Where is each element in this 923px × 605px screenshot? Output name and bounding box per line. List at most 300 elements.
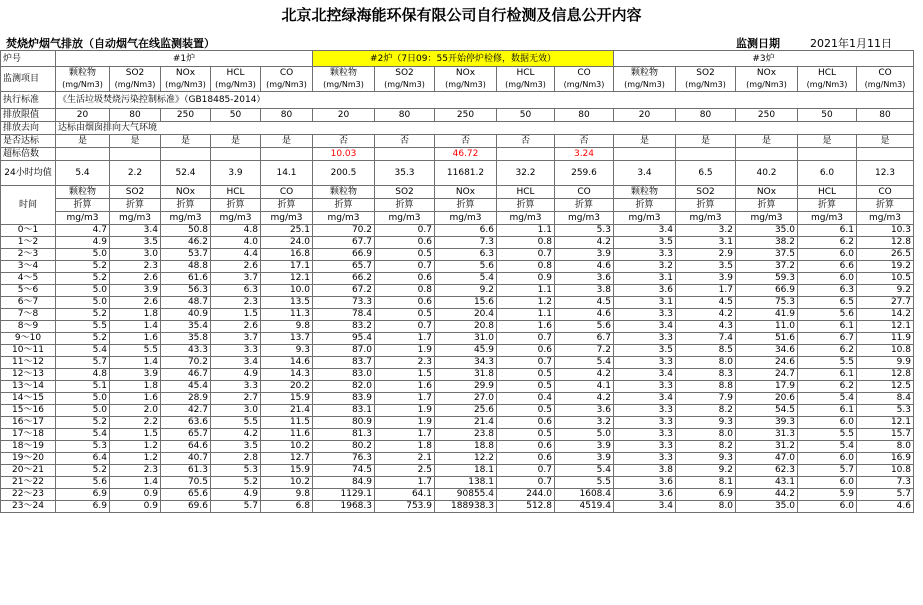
value-cell: 15.6	[435, 297, 497, 309]
pollutant-header	[211, 67, 261, 92]
value-cell: 244.0	[497, 489, 555, 501]
value-cell: 3.0	[110, 249, 161, 261]
value-cell: 0.8	[497, 237, 555, 249]
value-cell: 87.0	[313, 345, 375, 357]
value-cell: 35.8	[161, 333, 211, 345]
compliance-value: 否	[313, 135, 375, 148]
items-label: 监测项目	[1, 67, 56, 92]
pollutant-header	[857, 67, 914, 92]
value-cell: 1.9	[375, 405, 435, 417]
value-cell: 61.3	[161, 465, 211, 477]
compliance-value: 是	[261, 135, 313, 148]
time-cell: 7～8	[1, 309, 56, 321]
value-cell: 24.7	[736, 369, 798, 381]
value-cell: 31.3	[736, 429, 798, 441]
value-cell: 83.0	[313, 369, 375, 381]
value-cell: 3.1	[614, 297, 676, 309]
value-cell: 0.6	[375, 273, 435, 285]
time-cell: 2～3	[1, 249, 56, 261]
value-cell: 64.1	[375, 489, 435, 501]
value-cell: 6.1	[798, 225, 857, 237]
value-cell: 1.4	[110, 357, 161, 369]
value-cell: 59.3	[736, 273, 798, 285]
pollutant-header	[261, 67, 313, 92]
pollutant-header	[161, 67, 211, 92]
table-row	[1, 441, 914, 453]
calc-label: 折算	[555, 199, 614, 212]
value-cell: 14.3	[261, 369, 313, 381]
value-cell: 1.6	[497, 321, 555, 333]
furnace-label: 炉号	[1, 51, 56, 67]
avg24-value: 5.4	[56, 161, 110, 186]
value-cell: 512.8	[497, 501, 555, 513]
table-row	[1, 501, 914, 513]
value-cell: 11.0	[736, 321, 798, 333]
value-cell: 66.9	[736, 285, 798, 297]
time-cell: 1～2	[1, 237, 56, 249]
value-cell: 0.7	[497, 465, 555, 477]
exceed-value	[161, 148, 211, 161]
time-cell: 0～1	[1, 225, 56, 237]
table-row	[1, 321, 914, 333]
value-cell: 10.2	[261, 477, 313, 489]
value-cell: 14.6	[261, 357, 313, 369]
value-cell: 8.2	[676, 441, 736, 453]
value-cell: 3.3	[614, 333, 676, 345]
avg24-value: 259.6	[555, 161, 614, 186]
value-cell: 8.5	[676, 345, 736, 357]
hourly-pollutant: NOx	[435, 186, 497, 199]
table-row	[1, 309, 914, 321]
time-cell: 15～16	[1, 405, 56, 417]
pollutant-header	[614, 67, 676, 92]
limit-value: 80	[375, 109, 435, 122]
value-cell: 2.3	[211, 297, 261, 309]
value-cell: 1.7	[676, 285, 736, 297]
value-cell: 5.7	[211, 501, 261, 513]
table-row	[1, 405, 914, 417]
value-cell: 5.0	[56, 297, 110, 309]
value-cell: 76.3	[313, 453, 375, 465]
hourly-calc-row	[1, 199, 914, 212]
value-cell: 7.9	[676, 393, 736, 405]
exceed-value: 3.24	[555, 148, 614, 161]
compliance-value: 是	[110, 135, 161, 148]
value-cell: 1.2	[110, 453, 161, 465]
value-cell: 11.5	[261, 417, 313, 429]
value-cell: 1.8	[375, 441, 435, 453]
table-row	[1, 489, 914, 501]
value-cell: 4.9	[211, 369, 261, 381]
hourly-unit: mg/m3	[497, 212, 555, 225]
value-cell: 11.3	[261, 309, 313, 321]
value-cell: 6.6	[435, 225, 497, 237]
value-cell: 83.9	[313, 393, 375, 405]
value-cell: 3.5	[614, 237, 676, 249]
value-cell: 83.1	[313, 405, 375, 417]
destination-label: 排放去向	[1, 122, 56, 135]
value-cell: 138.1	[435, 477, 497, 489]
value-cell: 4.9	[56, 237, 110, 249]
value-cell: 17.9	[736, 381, 798, 393]
value-cell: 6.1	[798, 405, 857, 417]
time-cell: 5～6	[1, 285, 56, 297]
value-cell: 4.7	[56, 225, 110, 237]
value-cell: 50.8	[161, 225, 211, 237]
hourly-unit: mg/m3	[555, 212, 614, 225]
value-cell: 1.6	[375, 381, 435, 393]
value-cell: 4.6	[857, 501, 914, 513]
value-cell: 2.8	[211, 453, 261, 465]
value-cell: 6.2	[798, 237, 857, 249]
value-cell: 5.6	[798, 309, 857, 321]
value-cell: 10.3	[857, 225, 914, 237]
pollutant-unit: (mg/Nm3)	[624, 80, 665, 89]
value-cell: 3.6	[555, 273, 614, 285]
value-cell: 8.4	[857, 393, 914, 405]
value-cell: 0.6	[375, 237, 435, 249]
pollutant-unit: (mg/Nm3)	[563, 80, 605, 89]
pollutant-header	[110, 67, 161, 92]
value-cell: 10.8	[857, 345, 914, 357]
value-cell: 3.4	[614, 393, 676, 405]
value-cell: 4.0	[211, 237, 261, 249]
value-cell: 3.0	[211, 405, 261, 417]
value-cell: 78.4	[313, 309, 375, 321]
value-cell: 38.2	[736, 237, 798, 249]
value-cell: 0.7	[497, 357, 555, 369]
value-cell: 6.6	[798, 261, 857, 273]
value-cell: 5.9	[798, 489, 857, 501]
value-cell: 80.2	[313, 441, 375, 453]
time-cell: 13～14	[1, 381, 56, 393]
value-cell: 20.8	[435, 321, 497, 333]
value-cell: 0.9	[110, 501, 161, 513]
value-cell: 42.7	[161, 405, 211, 417]
value-cell: 25.1	[261, 225, 313, 237]
value-cell: 18.8	[435, 441, 497, 453]
items-row	[1, 67, 914, 92]
value-cell: 0.9	[497, 273, 555, 285]
value-cell: 6.0	[798, 501, 857, 513]
value-cell: 5.3	[857, 405, 914, 417]
value-cell: 20.2	[261, 381, 313, 393]
value-cell: 13.7	[261, 333, 313, 345]
table-row	[1, 477, 914, 489]
value-cell: 61.6	[161, 273, 211, 285]
value-cell: 63.6	[161, 417, 211, 429]
date-value: 2021年1月11日	[810, 37, 892, 50]
calc-label: 折算	[676, 199, 736, 212]
value-cell: 83.7	[313, 357, 375, 369]
value-cell: 12.1	[857, 321, 914, 333]
value-cell: 6.3	[435, 249, 497, 261]
value-cell: 74.5	[313, 465, 375, 477]
compliance-value: 否	[497, 135, 555, 148]
exceed-value: 10.03	[313, 148, 375, 161]
value-cell: 3.4	[211, 357, 261, 369]
value-cell: 10.2	[261, 441, 313, 453]
pollutant-name: 颗粒物	[630, 68, 658, 78]
pollutant-unit: (mg/Nm3)	[266, 80, 307, 89]
value-cell: 753.9	[375, 501, 435, 513]
page-title: 北京北控绿海能环保有限公司自行检测及信息公开内容	[281, 6, 642, 24]
value-cell: 3.9	[555, 453, 614, 465]
limit-value: 50	[798, 109, 857, 122]
value-cell: 5.2	[56, 309, 110, 321]
value-cell: 67.2	[313, 285, 375, 297]
value-cell: 2.3	[110, 465, 161, 477]
value-cell: 5.5	[798, 429, 857, 441]
value-cell: 26.5	[857, 249, 914, 261]
value-cell: 40.9	[161, 309, 211, 321]
table-row	[1, 261, 914, 273]
value-cell: 62.3	[736, 465, 798, 477]
value-cell: 3.3	[614, 309, 676, 321]
pollutant-name: NOx	[756, 68, 777, 78]
value-cell: 6.7	[555, 333, 614, 345]
exceed-value	[375, 148, 435, 161]
value-cell: 65.6	[161, 489, 211, 501]
value-cell: 6.2	[798, 345, 857, 357]
value-cell: 65.7	[313, 261, 375, 273]
value-cell: 0.7	[497, 477, 555, 489]
value-cell: 1.1	[497, 309, 555, 321]
avg24-value: 52.4	[161, 161, 211, 186]
value-cell: 3.2	[614, 261, 676, 273]
hourly-pollutant: 颗粒物	[614, 186, 676, 199]
value-cell: 2.6	[211, 321, 261, 333]
limit-value: 20	[313, 109, 375, 122]
value-cell: 3.6	[614, 489, 676, 501]
table-row	[1, 393, 914, 405]
value-cell: 56.3	[161, 285, 211, 297]
value-cell: 12.1	[261, 273, 313, 285]
limit-row	[1, 109, 914, 122]
value-cell: 6.0	[798, 273, 857, 285]
value-cell: 1.1	[497, 285, 555, 297]
value-cell: 80.9	[313, 417, 375, 429]
hourly-unit: mg/m3	[676, 212, 736, 225]
limit-value: 50	[497, 109, 555, 122]
value-cell: 48.8	[161, 261, 211, 273]
table-row	[1, 273, 914, 285]
table-row	[1, 369, 914, 381]
value-cell: 6.7	[798, 333, 857, 345]
limit-value: 80	[555, 109, 614, 122]
value-cell: 5.4	[798, 393, 857, 405]
avg24-value: 200.5	[313, 161, 375, 186]
value-cell: 11.6	[261, 429, 313, 441]
pollutant-unit: (mg/Nm3)	[864, 80, 906, 89]
value-cell: 8.0	[676, 501, 736, 513]
table-row	[1, 357, 914, 369]
destination-text: 达标由烟囱排向大气环境	[56, 122, 914, 135]
avg24-value: 12.3	[857, 161, 914, 186]
value-cell: 5.5	[110, 345, 161, 357]
table-row	[1, 333, 914, 345]
value-cell: 5.7	[857, 489, 914, 501]
hourly-pollutant: SO2	[676, 186, 736, 199]
value-cell: 95.4	[313, 333, 375, 345]
value-cell: 3.4	[614, 501, 676, 513]
value-cell: 7.3	[435, 237, 497, 249]
value-cell: 5.7	[798, 465, 857, 477]
pollutant-name: SO2	[125, 68, 145, 78]
pollutant-unit: (mg/Nm3)	[165, 80, 206, 89]
value-cell: 1.1	[497, 225, 555, 237]
value-cell: 90855.4	[435, 489, 497, 501]
limit-value: 250	[736, 109, 798, 122]
limit-value: 80	[676, 109, 736, 122]
hourly-unit-row	[1, 212, 914, 225]
calc-label: 折算	[211, 199, 261, 212]
value-cell: 4.9	[211, 489, 261, 501]
hourly-pollutant: SO2	[375, 186, 435, 199]
value-cell: 3.5	[676, 261, 736, 273]
value-cell: 4.6	[555, 309, 614, 321]
value-cell: 8.0	[676, 357, 736, 369]
value-cell: 35.0	[736, 225, 798, 237]
value-cell: 3.4	[614, 225, 676, 237]
hourly-pollutant: CO	[555, 186, 614, 199]
value-cell: 4.8	[211, 225, 261, 237]
limit-value: 20	[56, 109, 110, 122]
avg24-value: 14.1	[261, 161, 313, 186]
value-cell: 3.6	[614, 285, 676, 297]
exceed-value	[857, 148, 914, 161]
value-cell: 188938.3	[435, 501, 497, 513]
value-cell: 16.9	[857, 453, 914, 465]
value-cell: 0.7	[497, 333, 555, 345]
hourly-pollutant: HCL	[798, 186, 857, 199]
hourly-pollutant: HCL	[497, 186, 555, 199]
value-cell: 18.1	[435, 465, 497, 477]
value-cell: 9.2	[435, 285, 497, 297]
furnace-header: #1炉	[56, 51, 313, 67]
calc-label: 折算	[110, 199, 161, 212]
avg24-value: 6.5	[676, 161, 736, 186]
value-cell: 1.5	[110, 429, 161, 441]
value-cell: 5.6	[555, 321, 614, 333]
hourly-pollutant: CO	[857, 186, 914, 199]
value-cell: 1.4	[110, 477, 161, 489]
hourly-unit: mg/m3	[798, 212, 857, 225]
value-cell: 0.5	[497, 369, 555, 381]
value-cell: 2.1	[375, 453, 435, 465]
compliance-value: 否	[555, 135, 614, 148]
exceed-value	[736, 148, 798, 161]
value-cell: 2.7	[211, 393, 261, 405]
value-cell: 27.0	[435, 393, 497, 405]
pollutant-name: HCL	[516, 68, 535, 78]
value-cell: 5.5	[211, 417, 261, 429]
value-cell: 5.2	[56, 261, 110, 273]
value-cell: 5.6	[56, 477, 110, 489]
value-cell: 0.6	[497, 345, 555, 357]
value-cell: 6.9	[56, 489, 110, 501]
value-cell: 9.3	[261, 345, 313, 357]
value-cell: 16.8	[261, 249, 313, 261]
value-cell: 3.1	[614, 273, 676, 285]
value-cell: 6.0	[798, 477, 857, 489]
time-cell: 3～4	[1, 261, 56, 273]
value-cell: 19.2	[857, 261, 914, 273]
value-cell: 34.6	[736, 345, 798, 357]
value-cell: 35.0	[736, 501, 798, 513]
value-cell: 5.4	[798, 441, 857, 453]
compliance-value: 是	[798, 135, 857, 148]
value-cell: 10.5	[857, 273, 914, 285]
value-cell: 66.9	[313, 249, 375, 261]
value-cell: 0.6	[375, 297, 435, 309]
value-cell: 1.7	[375, 333, 435, 345]
value-cell: 2.0	[110, 405, 161, 417]
value-cell: 0.5	[497, 429, 555, 441]
value-cell: 45.4	[161, 381, 211, 393]
time-cell: 8～9	[1, 321, 56, 333]
value-cell: 3.4	[110, 225, 161, 237]
emission-table	[0, 50, 914, 513]
compliance-value: 是	[56, 135, 110, 148]
value-cell: 4.2	[555, 369, 614, 381]
table-row	[1, 453, 914, 465]
value-cell: 6.3	[798, 285, 857, 297]
standard-label: 执行标准	[1, 92, 56, 109]
value-cell: 31.0	[435, 333, 497, 345]
value-cell: 64.6	[161, 441, 211, 453]
value-cell: 24.0	[261, 237, 313, 249]
time-cell: 11～12	[1, 357, 56, 369]
value-cell: 7.4	[676, 333, 736, 345]
hourly-unit: mg/m3	[614, 212, 676, 225]
value-cell: 24.6	[736, 357, 798, 369]
value-cell: 3.3	[614, 441, 676, 453]
pollutant-unit: (mg/Nm3)	[505, 80, 546, 89]
destination-row	[1, 122, 914, 135]
value-cell: 5.3	[56, 441, 110, 453]
value-cell: 20.4	[435, 309, 497, 321]
value-cell: 3.9	[676, 273, 736, 285]
value-cell: 44.2	[736, 489, 798, 501]
value-cell: 84.9	[313, 477, 375, 489]
value-cell: 5.2	[56, 417, 110, 429]
calc-label: 折算	[56, 199, 110, 212]
value-cell: 3.5	[211, 441, 261, 453]
value-cell: 75.3	[736, 297, 798, 309]
value-cell: 3.4	[614, 369, 676, 381]
hourly-pollutant: NOx	[161, 186, 211, 199]
table-row	[1, 381, 914, 393]
table-row	[1, 429, 914, 441]
standard-row	[1, 92, 914, 109]
value-cell: 5.4	[555, 357, 614, 369]
value-cell: 12.5	[857, 381, 914, 393]
table-row	[1, 285, 914, 297]
value-cell: 3.7	[211, 333, 261, 345]
hourly-unit: mg/m3	[211, 212, 261, 225]
time-cell: 17～18	[1, 429, 56, 441]
time-cell: 16～17	[1, 417, 56, 429]
value-cell: 5.4	[56, 429, 110, 441]
avg24-row	[1, 161, 914, 186]
value-cell: 5.4	[56, 345, 110, 357]
pollutant-header	[435, 67, 497, 92]
value-cell: 4.2	[555, 237, 614, 249]
exceed-value	[211, 148, 261, 161]
value-cell: 3.8	[614, 465, 676, 477]
compliance-value: 是	[614, 135, 676, 148]
